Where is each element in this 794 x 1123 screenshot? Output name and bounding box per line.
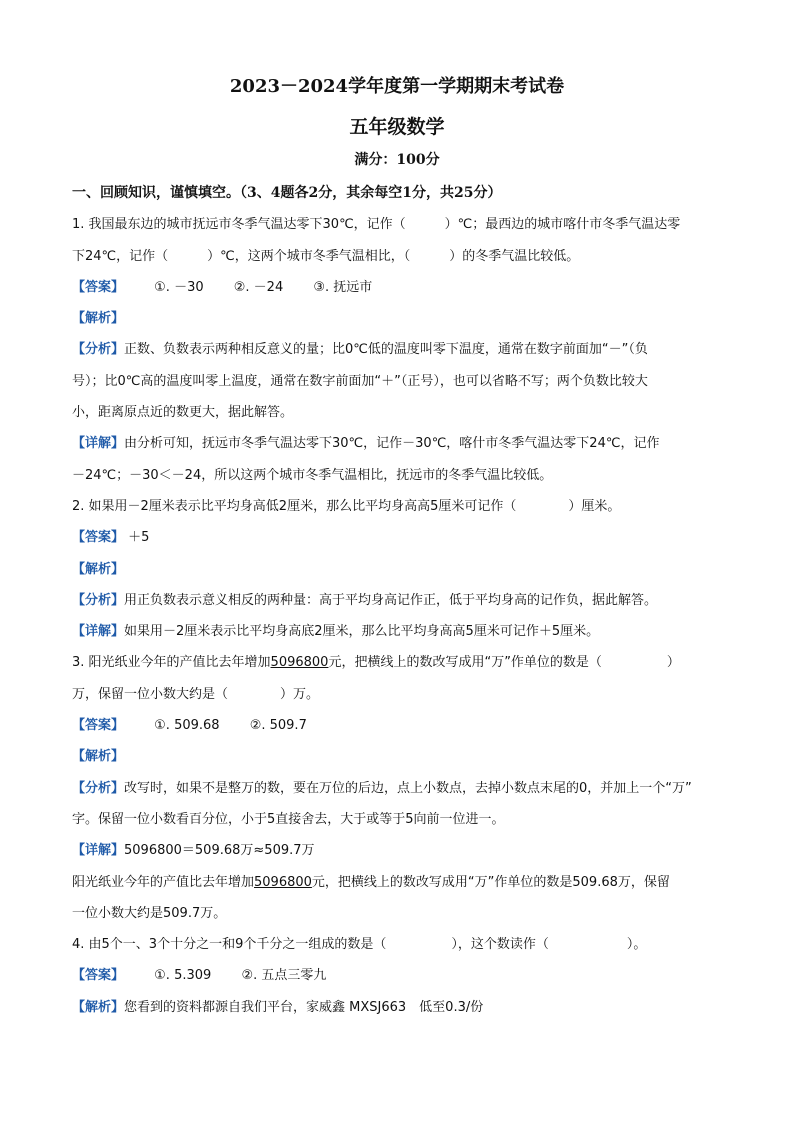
q4-answer-row: [72, 960, 724, 991]
exam-subtitle: 五年级数学: [349, 116, 445, 138]
q1-fenxi-line3: 小，距离原点近的数更大，据此解答。: [72, 405, 294, 421]
analysis-label: 【解析】: [72, 749, 125, 765]
q3-text-a: 3. 阳光纸业今年的产值比去年增加: [72, 655, 271, 671]
q3-underlined-number: 5096800: [270, 655, 329, 671]
q3-fenxi-line1: [72, 773, 724, 804]
q2-text-line1: 2. 如果用－2厘米表示比平均身高低2厘米，那么比平均身高高5厘米可记作（ ）厘米。: [72, 498, 621, 514]
q1-answer-2: ②. －24: [233, 279, 284, 295]
answer-label: 【答案】: [72, 530, 125, 546]
q3-analysis-row: [72, 741, 724, 772]
detail-label: 【详解】: [72, 624, 125, 640]
fenxi-label: 【分析】: [72, 592, 125, 608]
q4-footer-text: 您看到的资料都源自我们平台，家威鑫 MXSJ663 低至0.3/份: [124, 999, 484, 1015]
q2-fenxi-text: 用正负数表示意义相反的两种量：高于平均身高记作正，低于平均身高的记作负，据此解答。: [124, 592, 658, 608]
q1-detail-line1: [72, 428, 724, 459]
detail-label: 【详解】: [72, 843, 125, 859]
q4-answer-1: ①. 5.309: [154, 968, 212, 984]
analysis-label: 【解析】: [72, 999, 125, 1015]
q3-text-b: 元，把横线上的数改写成用“万”作单位的数是（ ）: [328, 655, 680, 671]
q1-answer-row: [72, 272, 724, 303]
q2-detail-text: 如果用－2厘米表示比平均身高底2厘米，那么比平均身高高5厘米可记作＋5厘米。: [124, 624, 600, 640]
fenxi-label: 【分析】: [72, 780, 125, 796]
q3-text-line1: [72, 647, 724, 678]
q1-answer-3: ③. 抚远市: [313, 279, 373, 295]
full-score: 满分：100分: [354, 152, 440, 168]
fenxi-label: 【分析】: [72, 342, 125, 358]
exam-title: 2023－2024学年度第一学期期末考试卷: [229, 76, 565, 97]
q2-fenxi-line: [72, 585, 724, 616]
analysis-label: 【解析】: [72, 311, 125, 327]
q3-detail-underlined-number: 5096800: [254, 874, 312, 890]
q1-detail-line2: －24℃；－30＜－24，所以这两个城市冬季气温相比，抚远市的冬季气温比较低。: [72, 467, 553, 483]
q3-fenxi-text1: 改写时，如果不是整万的数，要在万位的后边，点上小数点，去掉小数点末尾的0，并加上一个“万”: [124, 780, 692, 796]
answer-label: 【答案】: [72, 968, 125, 984]
q1-fenxi-line2: 号）；比0℃高的温度叫零上温度，通常在数字前面加“＋”（正号），也可以省略不写；两个负数比较大: [72, 373, 648, 389]
q1-fenxi-line1: [72, 334, 724, 365]
q2-analysis-row: [72, 554, 724, 585]
q3-answer-1: ①. 509.68: [154, 718, 220, 734]
q3-detail-line3: 一位小数大约是509.7万。: [72, 905, 227, 921]
q3-detail-line2: [72, 867, 724, 898]
q2-detail-line: [72, 616, 724, 647]
q3-answer-row: [72, 710, 724, 741]
exam-content: [72, 178, 724, 1023]
q4-analysis-row: [72, 992, 724, 1023]
q4-text-line1: 4. 由5个一、3个十分之一和9个千分之一组成的数是（ ），这个数读作（ ）。: [72, 937, 647, 953]
q3-answer-2: ②. 509.7: [249, 718, 307, 734]
q1-detail-text1: 由分析可知，抚远市冬季气温达零下30℃，记作－30℃，喀什市冬季气温达零下24℃，记作: [124, 436, 660, 452]
answer-label: 【答案】: [72, 279, 125, 295]
q1-text-line1: 1. 我国最东边的城市抚远市冬季气温达零下30℃，记作（ ）℃；最西边的城市喀什市冬季气温达零: [72, 217, 681, 233]
section-heading: 一、回顾知识，谨慎填空。（3、4题各2分，其余每空1分，共25分）: [72, 185, 502, 201]
q4-answer-2: ②. 五点三零九: [241, 968, 327, 984]
analysis-label: 【解析】: [72, 561, 125, 577]
q3-text-line2: 万，保留一位小数大约是（ ）万。: [72, 686, 320, 702]
q3-detail-text2a: 阳光纸业今年的产值比去年增加: [72, 874, 255, 890]
q3-fenxi-line2: 字。保留一位小数看百分位，小于5直接舍去，大于或等于5向前一位进一。: [72, 811, 505, 827]
q2-answer: ＋5: [128, 530, 150, 546]
q1-answer-1: ①. －30: [154, 279, 204, 295]
q1-text-line2: 下24℃，记作（ ）℃，这两个城市冬季气温相比，（ ）的冬季气温比较低。: [72, 248, 580, 264]
q3-detail-text1: 5096800＝509.68万≈509.7万: [124, 843, 315, 859]
q3-detail-line1: [72, 835, 724, 866]
answer-label: 【答案】: [72, 718, 125, 734]
q1-analysis-row: [72, 303, 724, 334]
q3-detail-text2b: 元，把横线上的数改写成用“万”作单位的数是509.68万，保留: [311, 874, 670, 890]
q2-answer-row: [72, 522, 724, 553]
detail-label: 【详解】: [72, 436, 125, 452]
q1-fenxi-text1: 正数、负数表示两种相反意义的量；比0℃低的温度叫零下温度，通常在数字前面加“－”（负: [124, 342, 648, 358]
